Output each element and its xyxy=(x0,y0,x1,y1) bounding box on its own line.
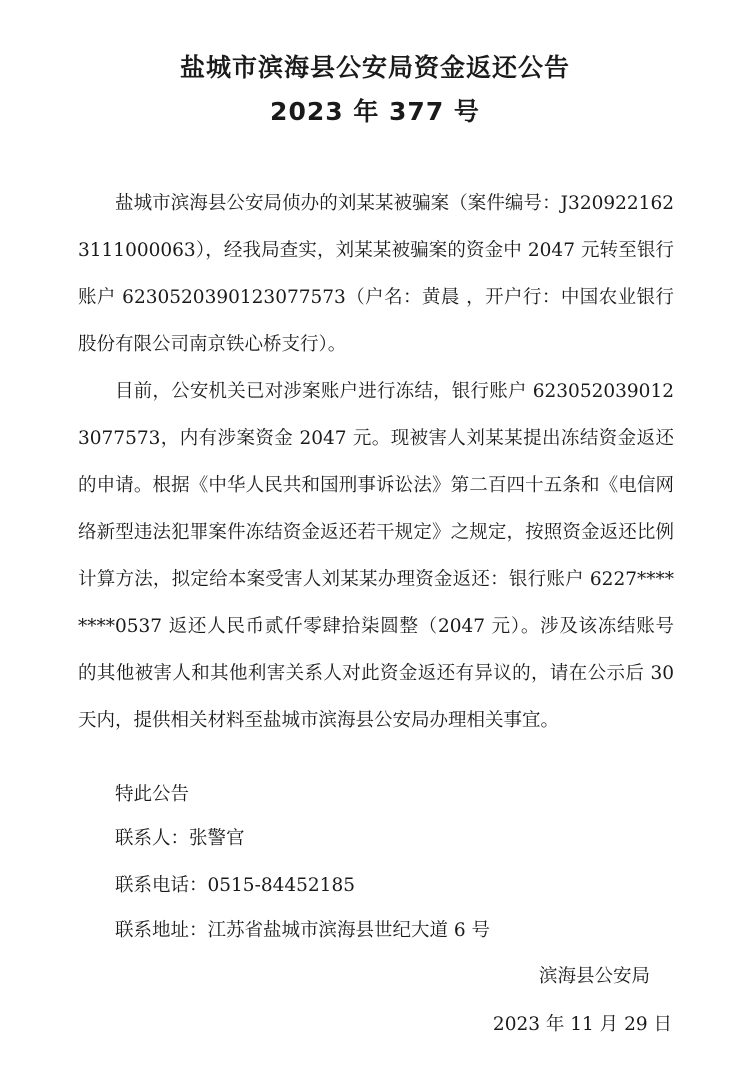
signature-date: 2023 年 11 月 29 日 xyxy=(492,1014,672,1035)
signature-organization: 滨海县公安局 xyxy=(538,966,650,987)
body-paragraph-2: 目前，公安机关已对涉案账户进行冻结，银行账户 6230520390123077573，内有涉案资金 2047 元。现被害人刘某某提出冻结资金返还的申请。根据《中华人民共和国刑事诉讼法》第二百四十五条和《电信网络新型违法犯罪案件冻结资金返还若干规定》之规定，按照资金返还比例计算方法，拟定给本案受害人刘某某办理资金返还：银行账户 6227********0537 返还人民币贰仟零肆拾柒圆整（2047 元）。涉及该冻结账号的其他被害人和其他利害关系人对此资金返还有异议的，请在公示后 30 天内，提供相关材料至盐城市滨海县公安局办理相关事宜。 xyxy=(78,381,674,731)
body-paragraph-1: 盐城市滨海县公安局侦办的刘某某被骗案（案件编号：J3209221623111000063），经我局查实，刘某某被骗案的资金中 2047 元转至银行账户 6230520390123077573（户名：黄晨 ，开户行：中国农业银行股份有限公司南京铁心桥支行）。 xyxy=(78,193,674,355)
contact-phone: 联系电话：0515-84452185 xyxy=(115,875,355,896)
document-number: 2023 年 377 号 xyxy=(270,97,480,126)
document-title: 盐城市滨海县公安局资金返还公告 xyxy=(179,53,570,82)
contact-address: 联系地址：江苏省盐城市滨海县世纪大道 6 号 xyxy=(115,920,491,941)
contact-person: 联系人：张警官 xyxy=(115,828,245,849)
notice-line: 特此公告 xyxy=(115,784,190,805)
